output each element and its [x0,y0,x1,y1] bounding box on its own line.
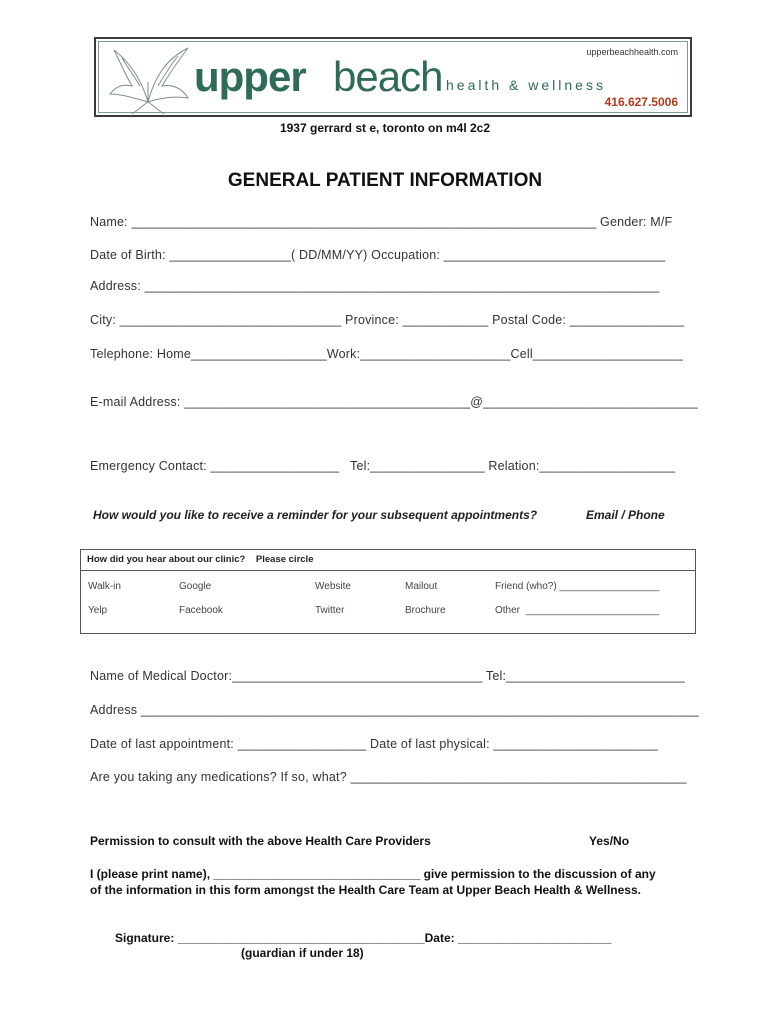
option-twitter[interactable]: Twitter [315,605,345,616]
guardian-note: (guardian if under 18) [241,946,364,960]
address-field[interactable]: Address: ________________________________________________________________________ [90,279,660,293]
brand-tagline: health & wellness [446,77,606,93]
option-brochure[interactable]: Brochure [405,605,446,616]
referral-heading: How did you hear about our clinic? Please circle [87,554,314,565]
option-website[interactable]: Website [315,581,351,592]
dob-occupation-field[interactable]: Date of Birth: _________________( DD/MM/YY) Occupation: _______________________________ [90,248,666,262]
permission-yes-no[interactable]: Yes/No [589,834,630,848]
emergency-contact-field[interactable]: Emergency Contact: __________________ Tel:________________ Relation:___________________ [90,459,676,473]
permission-statement-line2: of the information in this form amongst the Health Care Team at Upper Beach Health & Wellness. [90,883,641,897]
option-other[interactable]: Other ________________________ [495,605,660,616]
divider [81,570,695,571]
option-google[interactable]: Google [179,581,212,592]
appointment-dates-field[interactable]: Date of last appointment: __________________ Date of last physical: _______________________ [90,737,658,751]
brand-name-upper: upper [194,53,306,100]
clinic-address: 1937 gerrard st e, toronto on m4l 2c2 [279,121,491,135]
phone-number: 416.627.5006 [604,95,678,109]
option-walk-in[interactable]: Walk-in [88,581,121,592]
permission-statement-line1[interactable]: I (please print name), _______________________________ give permission to the discussion of any [90,867,656,881]
telephone-field[interactable]: Telephone: Home___________________Work:_____________________Cell_____________________ [90,347,683,361]
name-gender-field[interactable]: Name: _________________________________________________________________ Gender: M/F [90,215,673,229]
form-title: GENERAL PATIENT INFORMATION [227,170,543,191]
reminder-question: How would you like to receive a reminder for your subsequent appointments? [93,508,538,522]
doctor-address-field[interactable]: Address ______________________________________________________________________________ [90,703,699,717]
referral-source-box [80,549,696,634]
brand-name-beach: beach [333,53,443,100]
option-mailout[interactable]: Mailout [405,581,438,592]
option-facebook[interactable]: Facebook [179,605,223,616]
signature-date-field[interactable]: Signature: _____________________________________Date: _______________________ [115,931,612,945]
website-url: upperbeachhealth.com [586,47,678,57]
option-yelp[interactable]: Yelp [88,605,108,616]
reminder-options[interactable]: Email / Phone [586,508,665,522]
doctor-name-field[interactable]: Name of Medical Doctor:___________________________________ Tel:_________________________ [90,669,685,683]
logo-banner [94,37,692,117]
butterfly-icon [102,42,194,116]
permission-heading: Permission to consult with the above Health Care Providers [90,834,431,848]
email-field[interactable]: E-mail Address: ________________________________________@______________________________ [90,395,698,409]
option-friend[interactable]: Friend (who?) __________________ [495,581,660,592]
city-province-postal-field[interactable]: City: _______________________________ Province: ____________ Postal Code: ________________ [90,313,685,327]
medications-field[interactable]: Are you taking any medications? If so, what? _______________________________________________ [90,770,687,784]
